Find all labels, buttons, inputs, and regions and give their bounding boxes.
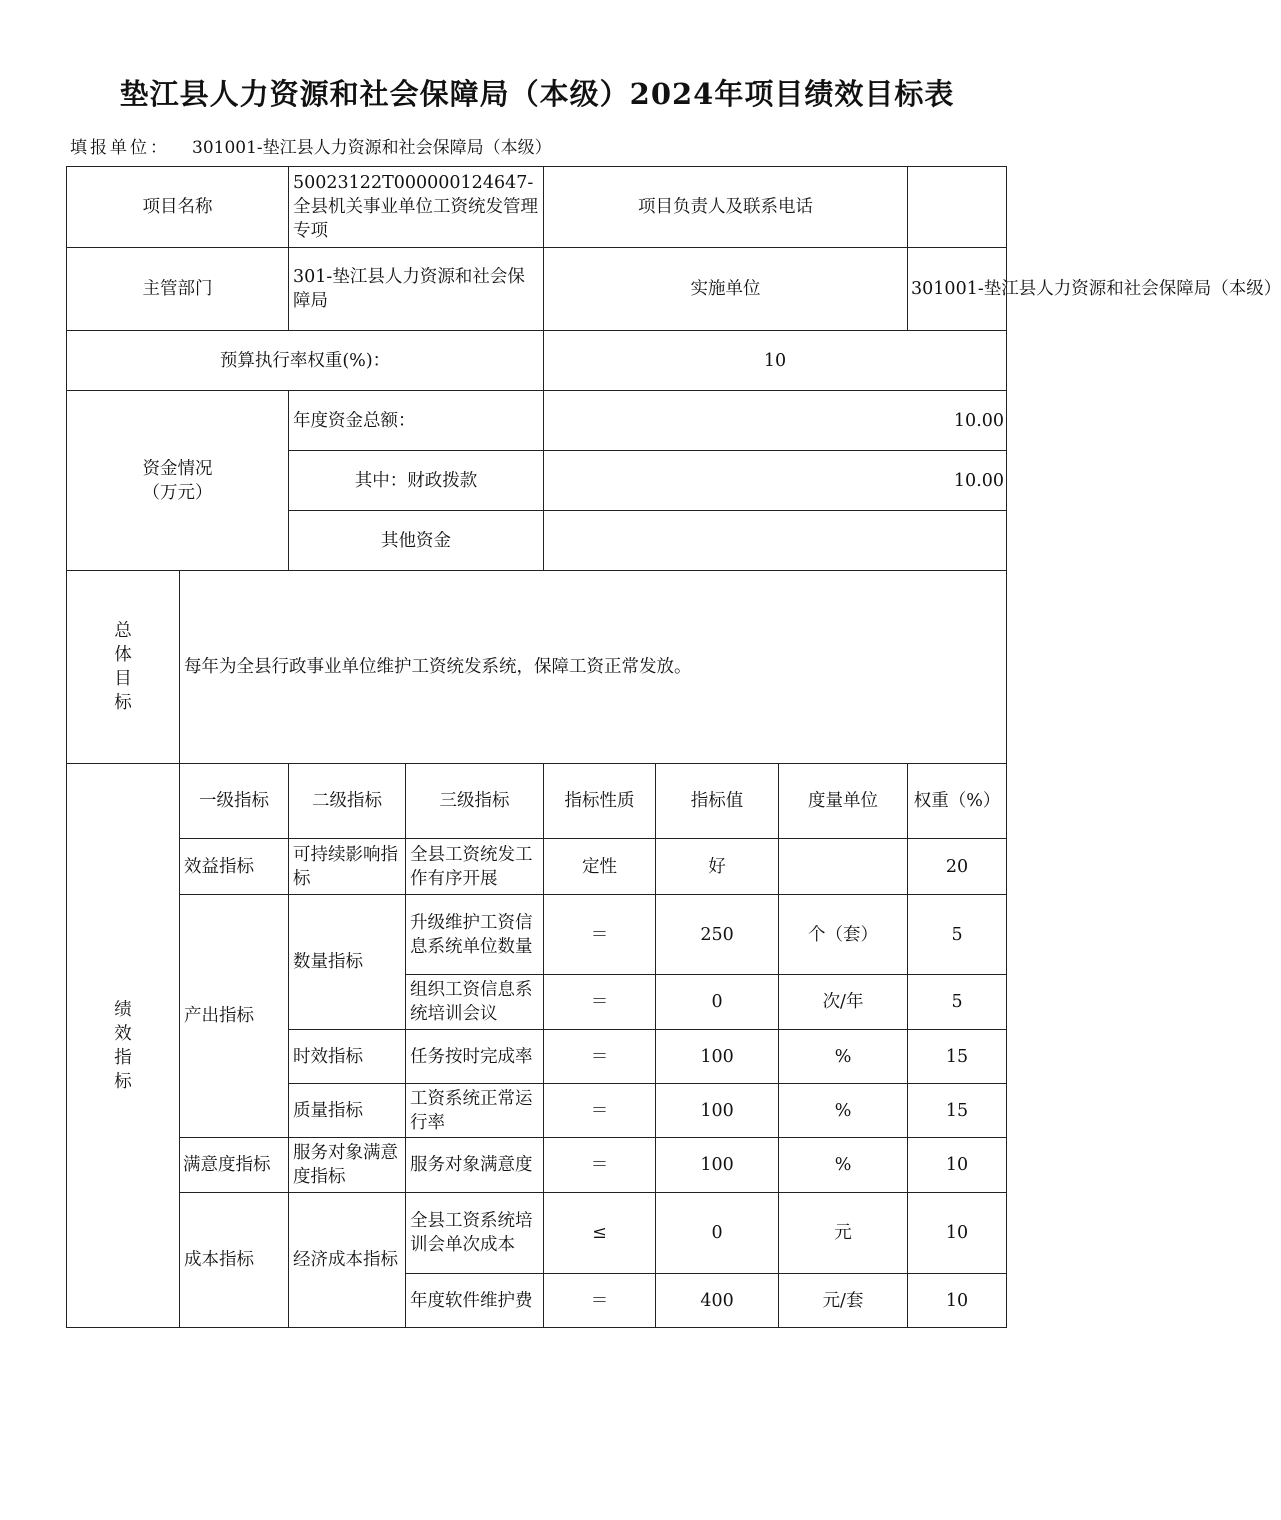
indicator-unit: 元 (779, 1193, 908, 1274)
indicator-unit: % (779, 1030, 908, 1084)
funds-fiscal-value: 10.00 (544, 451, 1007, 511)
table-row (67, 1138, 1007, 1193)
contact-value (908, 167, 1007, 248)
indicator-l3: 升级维护工资信息系统单位数量 (406, 895, 544, 975)
impl-unit-label: 实施单位 (544, 248, 908, 331)
indicator-unit: 元/套 (779, 1274, 908, 1328)
indicator-weight: 10 (908, 1193, 1007, 1274)
performance-target-table (66, 166, 1281, 1328)
indicator-l3: 全县工资系统培训会单次成本 (406, 1193, 544, 1274)
budget-rate-label: 预算执行率权重(%)： (67, 331, 544, 391)
indicator-nature: ＝ (544, 895, 656, 975)
filing-unit-row (70, 133, 552, 158)
indicator-l3: 年度软件维护费 (406, 1274, 544, 1328)
funds-label-line1: 资金情况 (142, 458, 213, 479)
indicator-l2: 时效指标 (289, 1030, 406, 1084)
indicator-nature: ＝ (544, 1138, 656, 1193)
funds-label-line2: （万元） (142, 482, 213, 503)
indicator-unit (779, 839, 908, 895)
funds-fiscal-label: 其中：财政拨款 (289, 451, 544, 511)
indicator-l3: 工资系统正常运行率 (406, 1084, 544, 1138)
filing-unit-label: 填报单位： (70, 138, 170, 158)
header-level3: 三级指标 (406, 764, 544, 839)
indicator-l2: 服务对象满意度指标 (289, 1138, 406, 1193)
indicator-unit: 次/年 (779, 975, 908, 1030)
dept-label: 主管部门 (67, 248, 289, 331)
header-weight: 权重（%） (908, 764, 1007, 839)
funds-total-value: 10.00 (544, 391, 1007, 451)
indicator-weight: 5 (908, 975, 1007, 1030)
indicator-value: 250 (656, 895, 779, 975)
indicator-nature: ＝ (544, 1030, 656, 1084)
perf-indicators-label: 绩效指标 (67, 764, 180, 1328)
funds-other-value (544, 511, 1007, 571)
indicator-value: 100 (656, 1138, 779, 1193)
project-name-value: 50023122T000000124647-全县机关事业单位工资统发管理专项 (289, 167, 544, 248)
indicator-unit: % (779, 1084, 908, 1138)
header-value: 指标值 (656, 764, 779, 839)
impl-unit-value: 301001-垫江县人力资源和社会保障局（本级） (908, 248, 1007, 331)
table-row (67, 895, 1007, 975)
indicator-l1: 成本指标 (180, 1193, 289, 1328)
indicator-weight: 10 (908, 1138, 1007, 1193)
indicator-value: 400 (656, 1274, 779, 1328)
indicator-nature: ＝ (544, 1084, 656, 1138)
indicator-value: 100 (656, 1030, 779, 1084)
project-name-label: 项目名称 (67, 167, 289, 248)
indicator-l2: 数量指标 (289, 895, 406, 1030)
indicator-l3: 任务按时完成率 (406, 1030, 544, 1084)
table-row (67, 1193, 1007, 1274)
funds-label (67, 391, 289, 571)
indicator-l1: 产出指标 (180, 895, 289, 1138)
indicator-nature: ≤ (544, 1193, 656, 1274)
indicator-l3: 服务对象满意度 (406, 1138, 544, 1193)
indicator-l1: 效益指标 (180, 839, 289, 895)
indicator-nature: ＝ (544, 1274, 656, 1328)
filing-unit-value: 301001-垫江县人力资源和社会保障局（本级） (192, 138, 552, 158)
header-level2: 二级指标 (289, 764, 406, 839)
funds-other-label: 其他资金 (289, 511, 544, 571)
indicator-weight: 10 (908, 1274, 1007, 1328)
overall-goal-text: 每年为全县行政事业单位维护工资统发系统，保障工资正常发放。 (180, 571, 1007, 764)
indicator-value: 100 (656, 1084, 779, 1138)
indicator-l2: 经济成本指标 (289, 1193, 406, 1328)
indicator-weight: 15 (908, 1030, 1007, 1084)
funds-total-label: 年度资金总额： (289, 391, 544, 451)
indicator-l2: 可持续影响指标 (289, 839, 406, 895)
indicator-weight: 15 (908, 1084, 1007, 1138)
indicator-value: 0 (656, 975, 779, 1030)
header-nature: 指标性质 (544, 764, 656, 839)
indicator-l3: 组织工资信息系统培训会议 (406, 975, 544, 1030)
indicator-unit: 个（套） (779, 895, 908, 975)
page-title: 垫江县人力资源和社会保障局（本级）2024年项目绩效目标表 (119, 77, 955, 111)
table-row (67, 839, 1007, 895)
indicator-l2: 质量指标 (289, 1084, 406, 1138)
overall-goal-label: 总体目标 (67, 571, 180, 764)
header-level1: 一级指标 (180, 764, 289, 839)
contact-label: 项目负责人及联系电话 (544, 167, 908, 248)
indicator-l1: 满意度指标 (180, 1138, 289, 1193)
indicator-weight: 5 (908, 895, 1007, 975)
indicator-value: 好 (656, 839, 779, 895)
indicator-nature: 定性 (544, 839, 656, 895)
dept-value: 301-垫江县人力资源和社会保障局 (289, 248, 544, 331)
indicator-value: 0 (656, 1193, 779, 1274)
header-unit: 度量单位 (779, 764, 908, 839)
indicator-nature: ＝ (544, 975, 656, 1030)
budget-rate-value: 10 (544, 331, 1007, 391)
indicator-unit: % (779, 1138, 908, 1193)
indicator-l3: 全县工资统发工作有序开展 (406, 839, 544, 895)
indicator-weight: 20 (908, 839, 1007, 895)
